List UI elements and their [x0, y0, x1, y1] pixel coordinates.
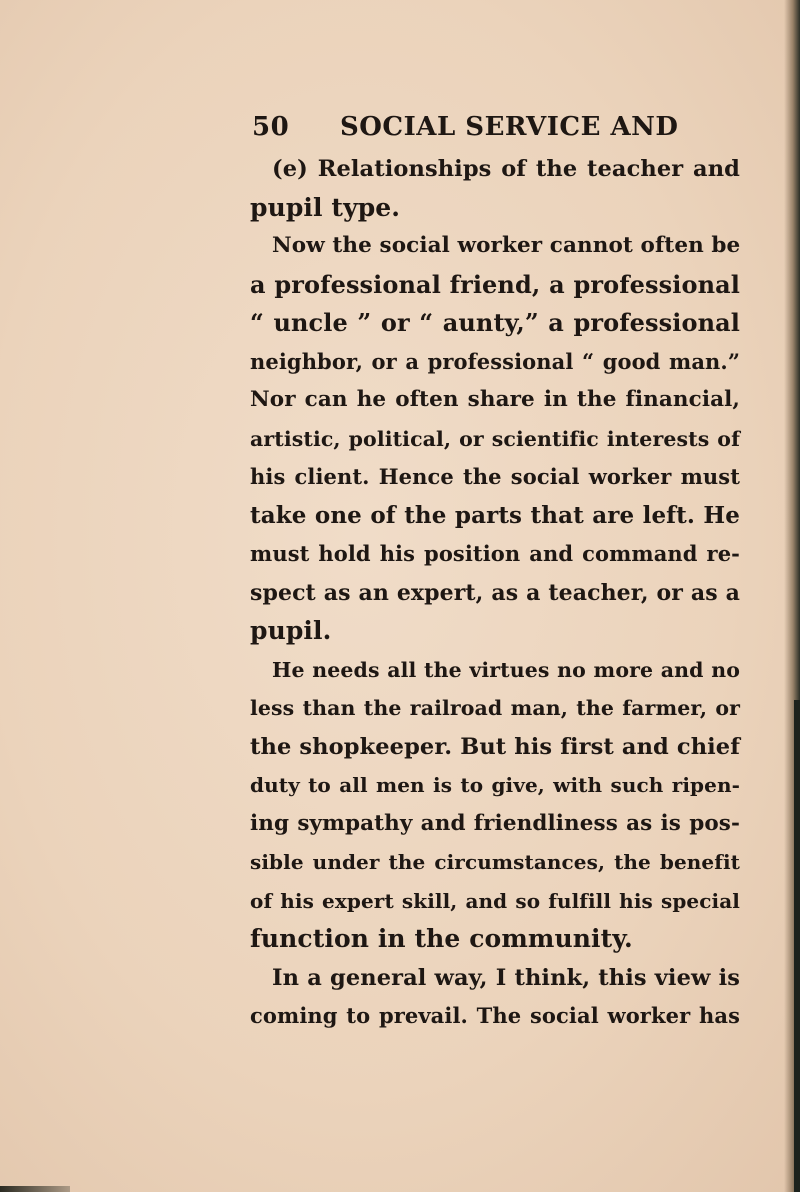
bottom-corner-shadow — [0, 1186, 70, 1192]
text-line: ing sympathy and friendliness as is pos- — [250, 810, 740, 836]
text-line: Nor can he often share in the financial, — [250, 387, 740, 412]
text-line: pupil type. — [250, 192, 401, 222]
text-line: In a general way, I think, this view is — [272, 964, 740, 991]
text-line: neighbor, or a professional “ good man.” — [250, 348, 740, 374]
text-line: artistic, political, or scientific interests of — [250, 426, 740, 451]
text-line: “ uncle ” or “ aunty,” a professional — [250, 308, 740, 337]
body-text — [250, 150, 740, 1036]
text-line: pupil. — [250, 616, 332, 645]
text-line: (e) Relationships of the teacher and — [272, 156, 740, 182]
text-line: must hold his position and command re- — [250, 541, 740, 566]
running-title: SOCIAL SERVICE AND — [340, 112, 679, 142]
page-number: 50 — [252, 112, 290, 142]
page-edge-binding — [794, 700, 800, 1192]
text-line: of his expert skill, and so fulfill his special — [250, 888, 740, 913]
text-line: the shopkeeper. But his first and chief — [250, 733, 740, 760]
text-line: duty to all men is to give, with such ripen- — [250, 773, 740, 797]
text-line: a professional friend, a professional — [250, 269, 740, 299]
text-line: Now the social worker cannot often be — [272, 233, 741, 258]
text-line: take one of the parts that are left. He — [250, 501, 740, 529]
text-line: He needs all the virtues no more and no — [272, 657, 740, 682]
text-line: his client. Hence the social worker must — [250, 464, 740, 489]
running-header — [252, 112, 740, 152]
text-line: function in the community. — [250, 924, 633, 953]
text-line: coming to prevail. The social worker has — [250, 1003, 740, 1028]
text-line: sible under the circumstances, the benefit — [250, 850, 740, 874]
text-line: spect as an expert, as a teacher, or as a — [250, 579, 740, 606]
text-line: less than the railroad man, the farmer, or — [250, 696, 740, 720]
